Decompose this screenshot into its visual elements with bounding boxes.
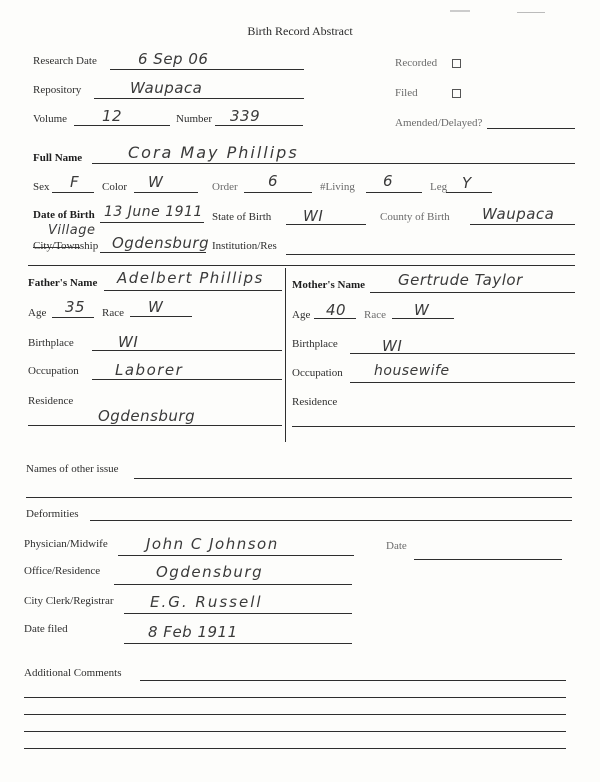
mother-residence-field[interactable] — [292, 426, 575, 427]
amended-label: Amended/Delayed? — [395, 117, 483, 129]
full-name-value: Cora May Phillips — [128, 143, 299, 162]
state-birth-value: WI — [303, 207, 324, 225]
mother-name-field[interactable] — [370, 292, 575, 293]
amended-field[interactable] — [487, 128, 575, 129]
mother-race-field[interactable] — [392, 318, 454, 319]
father-residence-field[interactable] — [28, 425, 282, 426]
other-issue-field[interactable] — [134, 478, 572, 479]
other-issue-field-2[interactable] — [26, 497, 572, 498]
mother-race-label: Race — [364, 309, 386, 321]
research-date-label: Research Date — [33, 55, 97, 67]
volume-field[interactable] — [74, 125, 170, 126]
physician-value: John C Johnson — [146, 535, 279, 553]
city-township-rest-label: ship — [79, 240, 99, 252]
mother-birthplace-value: WI — [382, 337, 403, 355]
dob-value: 13 June 1911 — [104, 204, 203, 220]
clerk-field[interactable] — [124, 613, 352, 614]
mother-occupation-label: Occupation — [292, 367, 343, 379]
county-birth-field[interactable] — [470, 224, 575, 225]
section-divider — [28, 265, 575, 266]
comments-field-3[interactable] — [24, 714, 566, 715]
deformities-label: Deformities — [26, 508, 79, 520]
repository-value: Waupaca — [130, 79, 203, 97]
county-birth-label: County of Birth — [380, 211, 450, 223]
state-birth-label: State of Birth — [212, 211, 272, 223]
deformities-field[interactable] — [90, 520, 572, 521]
color-value: W — [148, 173, 164, 191]
clerk-value: E.G. Russell — [150, 593, 263, 611]
father-occupation-value: Laborer — [115, 361, 184, 379]
dob-label: Date of Birth — [33, 209, 95, 221]
city-town-struck-label: City/Town — [33, 240, 80, 252]
state-birth-field[interactable] — [286, 224, 366, 225]
date-filed-field[interactable] — [124, 643, 352, 644]
parents-divider — [285, 268, 286, 442]
clerk-label: City Clerk/Registrar — [24, 595, 114, 607]
mother-age-label: Age — [292, 309, 311, 321]
leg-value: Y — [462, 174, 472, 192]
father-race-label: Race — [102, 307, 124, 319]
paper-smudge — [517, 12, 545, 13]
father-age-label: Age — [28, 307, 47, 319]
father-age-value: 35 — [65, 298, 86, 316]
office-label: Office/Residence — [24, 565, 101, 577]
date-filed-value: 8 Feb 1911 — [148, 623, 238, 641]
city-value: Ogdensburg — [112, 234, 210, 252]
number-value: 339 — [230, 107, 261, 125]
father-residence-value: Ogdensburg — [98, 407, 196, 425]
volume-label: Volume — [33, 113, 68, 125]
volume-value: 12 — [102, 107, 123, 125]
father-name-field[interactable] — [104, 290, 282, 291]
mother-birthplace-field[interactable] — [350, 353, 575, 354]
date-filed-label: Date filed — [24, 623, 68, 635]
full-name-field[interactable] — [92, 163, 575, 164]
father-birthplace-value: WI — [118, 333, 139, 351]
color-field[interactable] — [134, 192, 198, 193]
institution-field[interactable] — [286, 254, 575, 255]
order-value: 6 — [268, 172, 279, 190]
number-label: Number — [176, 113, 213, 125]
recorded-checkbox[interactable] — [452, 59, 461, 68]
comments-field-4[interactable] — [24, 731, 566, 732]
date-field[interactable] — [414, 559, 562, 560]
leg-label: Leg — [430, 181, 448, 193]
color-label: Color — [102, 181, 128, 193]
recorded-label: Recorded — [395, 57, 438, 69]
other-issue-label: Names of other issue — [26, 463, 119, 475]
comments-label: Additional Comments — [24, 667, 122, 679]
order-label: Order — [212, 181, 238, 193]
father-name-value: Adelbert Phillips — [117, 269, 264, 287]
form-title: Birth Record Abstract — [247, 24, 353, 38]
mother-residence-label: Residence — [292, 396, 338, 408]
filed-checkbox[interactable] — [452, 89, 461, 98]
city-township-label — [33, 240, 98, 252]
father-age-field[interactable] — [52, 317, 94, 318]
office-field[interactable] — [114, 584, 352, 585]
office-value: Ogdensburg — [156, 563, 264, 581]
sex-field[interactable] — [52, 192, 94, 193]
mother-occupation-field[interactable] — [350, 382, 575, 383]
research-date-field[interactable] — [110, 69, 304, 70]
sex-label: Sex — [33, 181, 50, 193]
order-field[interactable] — [244, 192, 312, 193]
full-name-label: Full Name — [33, 152, 83, 164]
sex-value: F — [70, 173, 80, 191]
living-value: 6 — [383, 172, 394, 190]
father-occupation-label: Occupation — [28, 365, 79, 377]
city-field[interactable] — [100, 252, 206, 253]
mother-age-value: 40 — [326, 301, 347, 319]
mother-name-value: Gertrude Taylor — [398, 271, 523, 289]
research-date-value: 6 Sep 06 — [138, 50, 209, 68]
dob-field[interactable] — [100, 222, 204, 223]
number-field[interactable] — [215, 125, 303, 126]
father-name-label: Father's Name — [28, 277, 98, 289]
mother-name-label: Mother's Name — [292, 279, 366, 291]
physician-field[interactable] — [118, 555, 354, 556]
county-birth-value: Waupaca — [482, 205, 555, 223]
comments-field-5[interactable] — [24, 748, 566, 749]
mother-age-field[interactable] — [314, 318, 356, 319]
living-field[interactable] — [366, 192, 422, 193]
leg-field[interactable] — [446, 192, 492, 193]
mother-birthplace-label: Birthplace — [292, 338, 338, 350]
mother-race-value: W — [414, 301, 430, 319]
father-birthplace-field[interactable] — [92, 350, 282, 351]
date-label: Date — [386, 540, 407, 552]
village-value: Village — [48, 223, 96, 238]
filed-label: Filed — [395, 87, 418, 99]
father-race-field[interactable] — [130, 316, 192, 317]
father-birthplace-label: Birthplace — [28, 337, 74, 349]
father-residence-label: Residence — [28, 395, 74, 407]
physician-label: Physician/Midwife — [24, 538, 108, 550]
mother-occupation-value: housewife — [374, 363, 450, 379]
father-occupation-field[interactable] — [92, 379, 282, 380]
living-label: #Living — [320, 181, 355, 193]
repository-label: Repository — [33, 84, 82, 96]
repository-field[interactable] — [94, 98, 304, 99]
paper-smudge — [450, 10, 470, 12]
father-race-value: W — [148, 298, 164, 316]
institution-label: Institution/Res — [212, 240, 277, 252]
comments-field[interactable] — [140, 680, 566, 681]
comments-field-2[interactable] — [24, 697, 566, 698]
